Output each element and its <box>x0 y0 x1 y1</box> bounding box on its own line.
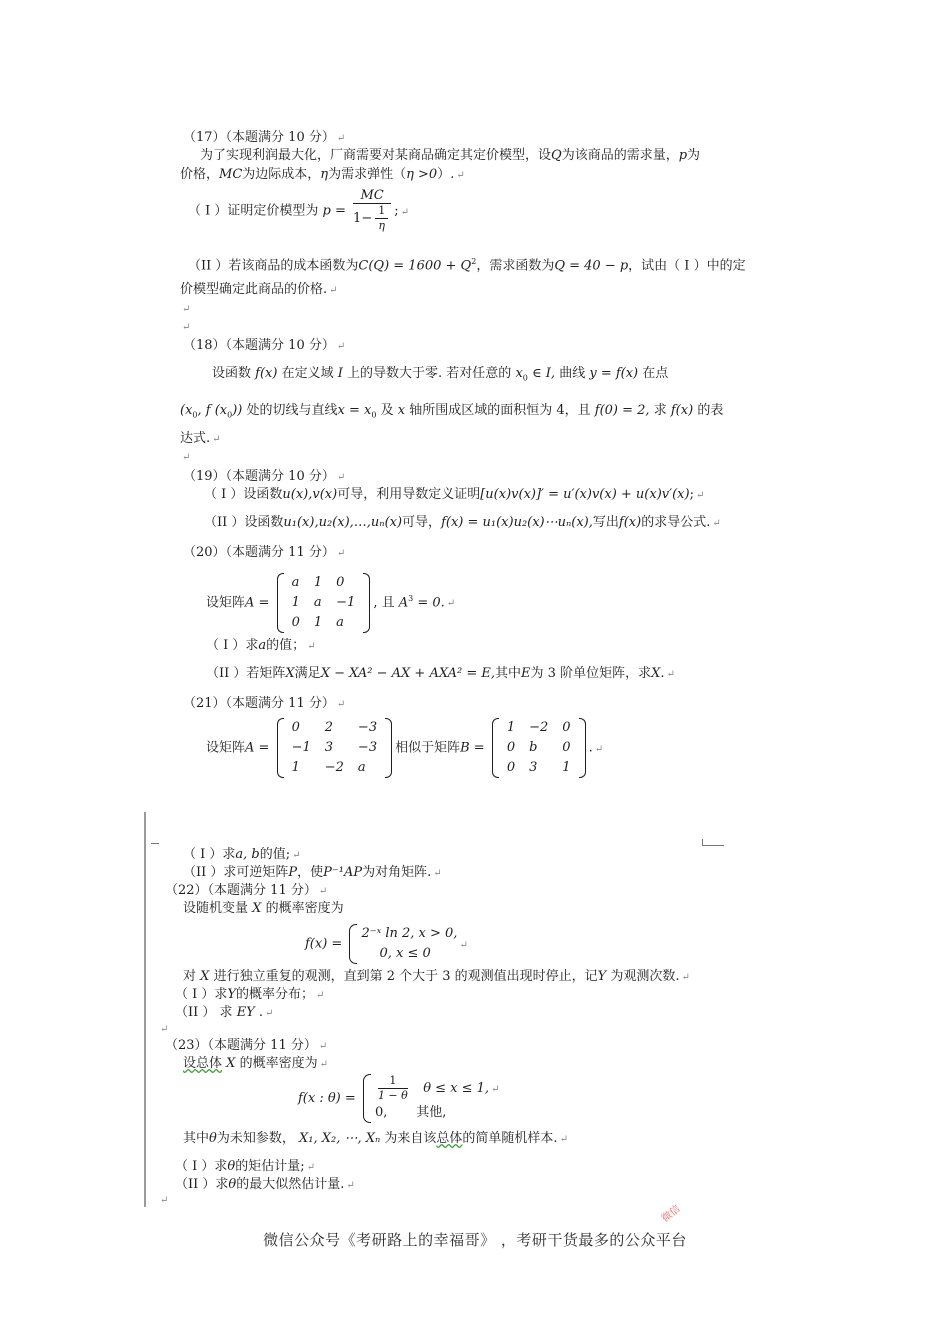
q20-heading: （20）（本题满分 11 分） ↵ <box>183 545 346 560</box>
q22-heading: （22）（本题满分 11 分） ↵ <box>165 883 328 898</box>
q22-part2: （II ） 求 EY . ↵ <box>175 1005 274 1020</box>
q21-part1: （ I ）求a, b的值; ↵ <box>183 847 301 862</box>
pricing-model-fraction: MC 1− $\frac{1}{\eta}$ <box>353 189 391 233</box>
q22-intro: 设随机变量 X 的概率密度为 <box>183 901 344 916</box>
piecewise-brace: $\frac{1}{1 - \theta}$ θ ≤ x ≤ 1, ↵ 0, 其他, <box>363 1074 500 1123</box>
blank-mark: ↵ <box>182 452 191 463</box>
q17-part1: （ I ）证明定价模型为 p = MC 1− $\frac{1}{\eta}$ ; ↵ <box>188 188 409 232</box>
q18-heading: （18）（本题满分 10 分） ↵ <box>183 338 346 353</box>
q21-heading: （21）（本题满分 11 分） ↵ <box>183 696 346 711</box>
q17-part2-line2: 价模型确定此商品的价格. ↵ <box>180 282 338 297</box>
blank-mark: ↵ <box>182 304 191 315</box>
page-corner-mark <box>151 843 159 852</box>
q20-matrix-line: 设矩阵A = a 1 0 1 a −1 0 1 a , 且 $A^3 = 0$. ↵ <box>206 569 455 634</box>
q23-density: f(x : θ) = $\frac{1}{1 - \theta}$ θ ≤ x ≤ 1, ↵ 0, 其他, <box>298 1074 499 1123</box>
q23-text: 其中θ为未知参数， X₁, X₂, ⋯, Xₙ 为来自该总体的简单随机样本. ↵ <box>183 1131 568 1146</box>
blank-mark: ↵ <box>182 322 191 333</box>
blank-mark: ↵ <box>160 1195 169 1206</box>
q20-part1: （ I ）求a的值； ↵ <box>206 638 316 653</box>
q23-part1: （ I ）求θ的矩估计量; ↵ <box>175 1159 316 1174</box>
q18-line2: ($x_0$, f $(x_0)$) 处的切线与直线$x = x_0$ 及 x 轴所围成区域的面积恒为 4，且 f(0) = 2, 求 f(x) 的表 <box>180 403 724 420</box>
q23-heading: （23）（本题满分 11 分） ↵ <box>165 1038 328 1053</box>
q18-line1: 设函数 f(x) 在定义域 I 上的导数大于零. 若对任意的 $x_0$ ∈ I, 曲线 y = f(x) 在点 <box>212 366 669 383</box>
q19-heading: （19）（本题满分 10 分） ↵ <box>183 469 346 484</box>
matrix-b-q21: 1 −2 0 0 b 0 0 3 1 <box>492 718 586 778</box>
q19-part1: （ I ）设函数u(x),v(x)可导，利用导数定义证明[u(x)v(x)]′ = u′(x)v(x) + u(x)v′(x); ↵ <box>204 487 705 502</box>
page-footer: 微信公众号《考研路上的幸福哥》 ，考研干货最多的公众平台 <box>263 1231 687 1249</box>
matrix-a-q21: 0 2 −3 −1 3 −3 1 −2 a <box>277 718 393 778</box>
q19-part2: （II ）设函数u₁(x),u₂(x),…,uₙ(x)可导，f(x) = u₁(x)u₂(x)⋯uₙ(x),写出f(x)的求导公式. ↵ <box>204 515 721 530</box>
q22-description: 对 X 进行独立重复的观测，直到第 2 个大于 3 的观测值出现时停止，记Y 为观测次数. ↵ <box>183 969 690 984</box>
q17-line2: 价格，MC为边际成本，η为需求弹性（η >0）. ↵ <box>180 167 465 182</box>
page-corner-mark <box>702 845 724 846</box>
q20-part2: （II ）若矩阵X满足X − XA² − AX + AXA² = E,其中E为 3 阶单位矩阵，求X. ↵ <box>206 666 675 681</box>
q21-part2: （II ）求可逆矩阵P，使P⁻¹AP为对角矩阵. ↵ <box>183 865 442 880</box>
matrix-a-q20: a 1 0 1 a −1 0 1 a <box>277 573 371 633</box>
q22-density: f(x) = 2⁻ˣ ln 2, x > 0, 0, x ≤ 0 ↵ <box>305 924 468 966</box>
q17-part2: （II ）若该商品的成本函数为$C(Q) = 1600 + Q^2$，需求函数为Q = 40 − p，试由（ I ）中的定 <box>188 257 746 274</box>
watermark-stamp: 微信 <box>659 1203 683 1225</box>
piecewise-brace: 2⁻ˣ ln 2, x > 0, 0, x ≤ 0 <box>349 924 457 964</box>
q18-line3: 达式. ↵ <box>180 431 221 446</box>
q23-part2: （II ）求θ的最大似然估计量. ↵ <box>175 1177 355 1192</box>
q21-matrix-line: 设矩阵A = 0 2 −3 −1 3 −3 1 −2 a 相似于矩阵B = 1 −2 0 0 b 0 0 3 1 . ↵ <box>206 718 603 780</box>
q23-intro: 设总体 X 的概率密度为 ↵ <box>183 1056 328 1071</box>
blank-mark: ↵ <box>160 1024 169 1035</box>
page-margin-line <box>144 812 146 1207</box>
q17-line1: 为了实现利润最大化，厂商需要对某商品确定其定价模型，设Q为该商品的需求量，p为 <box>200 148 701 163</box>
q22-part1: （ I ）求Y的概率分布； ↵ <box>175 987 325 1002</box>
q17-heading: （17）（本题满分 10 分） ↵ <box>183 130 346 145</box>
